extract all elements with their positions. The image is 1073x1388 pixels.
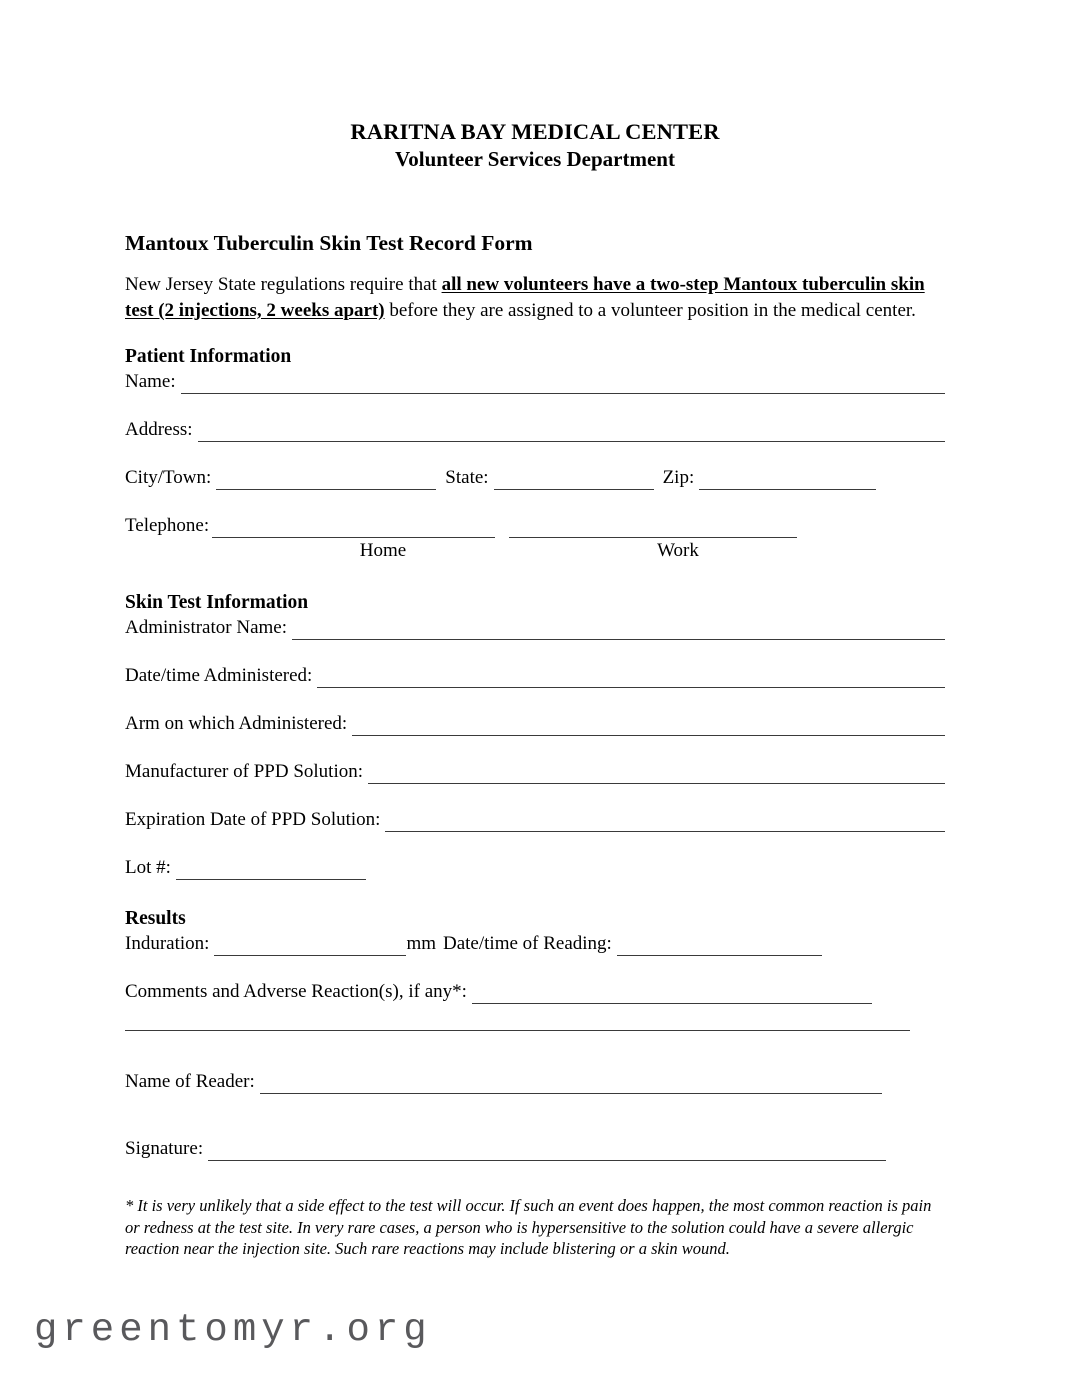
input-line-telephone-work[interactable] [509, 521, 797, 538]
label-signature: Signature: [125, 1138, 204, 1159]
form-title: Mantoux Tuberculin Skin Test Record Form [125, 231, 533, 255]
watermark-text: greentomyr.org [34, 1308, 432, 1352]
field-row-telephone [125, 513, 945, 538]
label-lot-number: Lot #: [125, 857, 171, 878]
input-line-manufacturer-ppd[interactable] [368, 767, 945, 784]
label-expiration-ppd: Expiration Date of PPD Solution: [125, 809, 381, 830]
input-line-administrator-name[interactable] [292, 623, 945, 640]
field-row-arm-administered [125, 711, 945, 736]
field-row-manufacturer [125, 759, 945, 784]
label-comments-adverse-reactions: Comments and Adverse Reaction(s), if any*: [125, 981, 467, 1002]
intro-paragraph [125, 272, 945, 323]
label-address: Address: [125, 419, 193, 440]
label-name: Name: [125, 371, 176, 392]
department-name: Volunteer Services Department [395, 147, 675, 171]
organization-name: RARITNA BAY MEDICAL CENTER [350, 119, 720, 144]
input-line-comments-2[interactable] [125, 1013, 910, 1031]
field-row-expiration [125, 807, 945, 832]
label-zip: Zip: [662, 467, 695, 488]
input-line-comments-1[interactable] [472, 987, 872, 1004]
section-heading-patient-information: Patient Information [125, 346, 292, 367]
label-induration: Induration: [125, 933, 210, 954]
input-line-date-time-reading[interactable] [617, 939, 822, 956]
input-line-city-town[interactable] [216, 473, 436, 490]
input-line-state[interactable] [494, 473, 654, 490]
document-header [125, 118, 945, 173]
field-row-city-state-zip [125, 465, 945, 490]
intro-text-before: New Jersey State regulations require that [125, 274, 442, 295]
label-city-town: City/Town: [125, 467, 212, 488]
input-line-telephone-home[interactable] [212, 521, 495, 538]
field-row-signature [125, 1136, 945, 1161]
input-line-arm-administered[interactable] [352, 719, 945, 736]
section-heading-results: Results [125, 908, 186, 929]
input-line-induration[interactable] [214, 939, 406, 956]
input-line-address[interactable] [198, 425, 945, 442]
field-row-induration [125, 931, 945, 956]
label-state: State: [445, 467, 489, 488]
field-row-administrator-name [125, 615, 945, 640]
label-date-time-administered: Date/time Administered: [125, 665, 313, 686]
label-date-time-reading: Date/time of Reading: [443, 933, 612, 954]
telephone-sublabels [125, 539, 945, 563]
field-row-name [125, 369, 945, 394]
footnote-text: * It is very unlikely that a side effect to the test will occur. If such an event does happen, the most common reaction is pain or redness at the test site. In very rare cases, a person who is hypersensitive to the solution could have a severe allergic reaction near the injection site. Such rare reactions may include blistering or a skin wound. [125, 1196, 932, 1258]
intro-text-emphasis: all new volunteers have a two-step Mantoux tuberculin skin test (2 injections, 2 weeks apart) [125, 274, 925, 321]
input-line-expiration-ppd[interactable] [385, 815, 945, 832]
input-line-name-of-reader[interactable] [260, 1077, 882, 1094]
input-line-signature[interactable] [208, 1144, 886, 1161]
section-heading-skin-test-information: Skin Test Information [125, 592, 309, 613]
input-line-name[interactable] [181, 377, 945, 394]
input-line-zip[interactable] [699, 473, 876, 490]
intro-text-after: before they are assigned to a volunteer position in the medical center. [384, 299, 916, 321]
document-content [125, 118, 945, 1260]
label-manufacturer-ppd: Manufacturer of PPD Solution: [125, 761, 364, 782]
label-work: Work [657, 540, 699, 561]
field-row-comments [125, 979, 945, 1004]
label-name-of-reader: Name of Reader: [125, 1071, 255, 1092]
label-telephone: Telephone: [125, 515, 210, 536]
label-mm-unit: mm [406, 933, 436, 954]
label-home: Home [359, 540, 407, 561]
label-administrator-name: Administrator Name: [125, 617, 287, 638]
input-line-date-time-administered[interactable] [317, 671, 945, 688]
label-arm-administered: Arm on which Administered: [125, 713, 348, 734]
field-row-address [125, 417, 945, 442]
field-row-date-time-administered [125, 663, 945, 688]
field-row-lot [125, 855, 945, 880]
field-row-name-of-reader [125, 1069, 945, 1094]
input-line-lot-number[interactable] [176, 863, 366, 880]
